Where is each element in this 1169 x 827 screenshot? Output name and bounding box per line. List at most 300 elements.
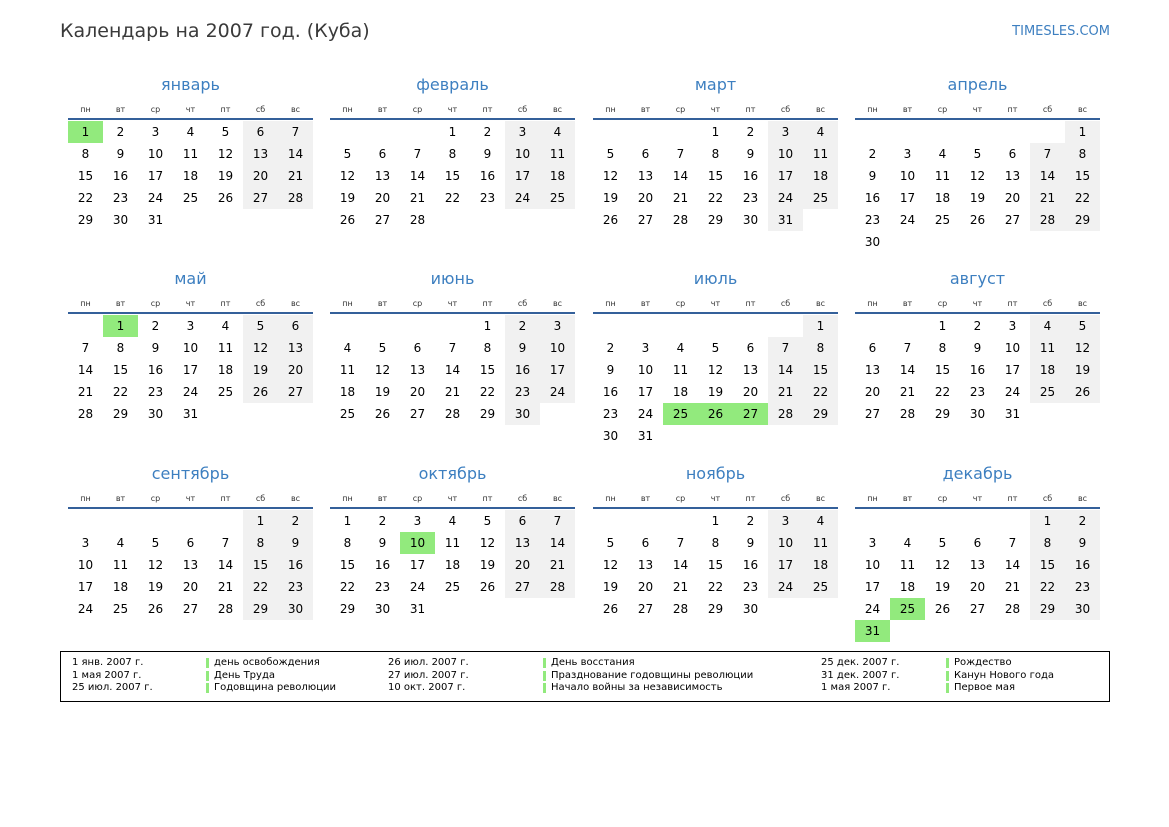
calendar-day[interactable]: 14 xyxy=(768,359,803,381)
calendar-day[interactable]: 25 xyxy=(182,191,199,205)
calendar-day[interactable]: 19 xyxy=(707,385,724,399)
calendar-day[interactable]: 30 xyxy=(602,429,619,443)
calendar-day[interactable]: 11 xyxy=(672,363,689,377)
calendar-day[interactable]: 23 xyxy=(112,191,129,205)
calendar-day[interactable]: 7 xyxy=(278,121,313,143)
calendar-day[interactable]: 7 xyxy=(81,341,90,355)
calendar-day[interactable]: 12 xyxy=(602,169,619,183)
calendar-day[interactable]: 7 xyxy=(540,510,575,532)
calendar-day[interactable]: 3 xyxy=(1008,319,1017,333)
calendar-day[interactable]: 8 xyxy=(711,536,720,550)
calendar-day[interactable]: 9 xyxy=(278,532,313,554)
calendar-day[interactable]: 20 xyxy=(1004,191,1021,205)
calendar-day[interactable]: 5 xyxy=(938,536,947,550)
calendar-day[interactable]: 19 xyxy=(374,385,391,399)
calendar-day[interactable]: 28 xyxy=(409,213,426,227)
calendar-day[interactable]: 9 xyxy=(483,147,492,161)
calendar-day[interactable]: 13 xyxy=(243,143,278,165)
calendar-day[interactable]: 9 xyxy=(1065,532,1100,554)
calendar-day[interactable]: 17 xyxy=(899,191,916,205)
calendar-day[interactable]: 18 xyxy=(899,580,916,594)
calendar-day[interactable]: 12 xyxy=(969,169,986,183)
calendar-day[interactable]: 2 xyxy=(278,510,313,532)
calendar-day[interactable]: 13 xyxy=(409,363,426,377)
calendar-day[interactable]: 15 xyxy=(1065,165,1100,187)
calendar-day[interactable]: 15 xyxy=(1030,554,1065,576)
calendar-day[interactable]: 29 xyxy=(479,407,496,421)
calendar-day[interactable]: 2 xyxy=(151,319,160,333)
calendar-day[interactable]: 16 xyxy=(864,191,881,205)
calendar-day[interactable]: 15 xyxy=(112,363,129,377)
calendar-day[interactable]: 26 xyxy=(217,191,234,205)
calendar-day[interactable]: 19 xyxy=(969,191,986,205)
calendar-day[interactable]: 25 xyxy=(112,602,129,616)
calendar-day[interactable]: 14 xyxy=(1030,165,1065,187)
calendar-day[interactable]: 11 xyxy=(1030,337,1065,359)
calendar-day[interactable]: 2 xyxy=(973,319,982,333)
calendar-day[interactable]: 17 xyxy=(77,580,94,594)
calendar-day[interactable]: 18 xyxy=(444,558,461,572)
calendar-day[interactable]: 12 xyxy=(479,536,496,550)
calendar-day[interactable]: 10 xyxy=(77,558,94,572)
calendar-day[interactable]: 28 xyxy=(899,407,916,421)
calendar-day[interactable]: 18 xyxy=(803,554,838,576)
calendar-day[interactable]: 22 xyxy=(479,385,496,399)
calendar-day[interactable]: 11 xyxy=(540,143,575,165)
calendar-day[interactable]: 2 xyxy=(378,514,387,528)
calendar-day[interactable]: 19 xyxy=(217,169,234,183)
calendar-day[interactable]: 3 xyxy=(903,147,912,161)
calendar-day[interactable]: 23 xyxy=(969,385,986,399)
calendar-day[interactable]: 7 xyxy=(413,147,422,161)
calendar-day[interactable]: 15 xyxy=(444,169,461,183)
calendar-day[interactable]: 6 xyxy=(641,147,650,161)
calendar-day[interactable]: 13 xyxy=(864,363,881,377)
calendar-day[interactable]: 12 xyxy=(602,558,619,572)
calendar-day[interactable]: 28 xyxy=(540,576,575,598)
calendar-day[interactable]: 4 xyxy=(1030,315,1065,337)
calendar-day[interactable]: 20 xyxy=(637,191,654,205)
calendar-day[interactable]: 17 xyxy=(637,385,654,399)
calendar-day[interactable]: 3 xyxy=(81,536,90,550)
calendar-day[interactable]: 1 xyxy=(1030,510,1065,532)
calendar-day[interactable]: 12 xyxy=(243,337,278,359)
calendar-day[interactable]: 30 xyxy=(742,213,759,227)
calendar-day[interactable]: 12 xyxy=(217,147,234,161)
calendar-day[interactable]: 28 xyxy=(278,187,313,209)
calendar-day[interactable]: 22 xyxy=(707,580,724,594)
calendar-day[interactable]: 7 xyxy=(1008,536,1017,550)
calendar-day[interactable]: 30 xyxy=(1065,598,1100,620)
calendar-day[interactable]: 27 xyxy=(505,576,540,598)
calendar-day[interactable]: 24 xyxy=(540,381,575,403)
calendar-day[interactable]: 8 xyxy=(116,341,125,355)
calendar-day[interactable]: 20 xyxy=(409,385,426,399)
calendar-day[interactable]: 9 xyxy=(606,363,615,377)
calendar-day[interactable]: 1 xyxy=(343,514,352,528)
calendar-day[interactable]: 25 xyxy=(803,576,838,598)
holiday-day[interactable]: 1 xyxy=(103,315,138,337)
calendar-day[interactable]: 17 xyxy=(147,169,164,183)
holiday-day[interactable]: 31 xyxy=(855,620,890,642)
calendar-day[interactable]: 21 xyxy=(672,580,689,594)
calendar-day[interactable]: 24 xyxy=(182,385,199,399)
calendar-day[interactable]: 17 xyxy=(540,359,575,381)
calendar-day[interactable]: 10 xyxy=(637,363,654,377)
calendar-day[interactable]: 5 xyxy=(221,125,230,139)
calendar-day[interactable]: 17 xyxy=(182,363,199,377)
calendar-day[interactable]: 13 xyxy=(505,532,540,554)
calendar-day[interactable]: 19 xyxy=(934,580,951,594)
calendar-day[interactable]: 25 xyxy=(444,580,461,594)
calendar-day[interactable]: 11 xyxy=(803,532,838,554)
calendar-day[interactable]: 15 xyxy=(243,554,278,576)
calendar-day[interactable]: 5 xyxy=(1065,315,1100,337)
calendar-day[interactable]: 2 xyxy=(483,125,492,139)
calendar-day[interactable]: 22 xyxy=(803,381,838,403)
calendar-day[interactable]: 14 xyxy=(899,363,916,377)
calendar-day[interactable]: 28 xyxy=(77,407,94,421)
calendar-day[interactable]: 2 xyxy=(746,125,755,139)
calendar-day[interactable]: 5 xyxy=(151,536,160,550)
calendar-day[interactable]: 13 xyxy=(637,169,654,183)
calendar-day[interactable]: 12 xyxy=(707,363,724,377)
calendar-day[interactable]: 16 xyxy=(505,359,540,381)
calendar-day[interactable]: 15 xyxy=(77,169,94,183)
calendar-day[interactable]: 21 xyxy=(217,580,234,594)
calendar-day[interactable]: 7 xyxy=(676,536,685,550)
calendar-day[interactable]: 10 xyxy=(1004,341,1021,355)
calendar-day[interactable]: 22 xyxy=(444,191,461,205)
calendar-day[interactable]: 16 xyxy=(742,169,759,183)
calendar-day[interactable]: 22 xyxy=(243,576,278,598)
calendar-day[interactable]: 14 xyxy=(672,558,689,572)
calendar-day[interactable]: 16 xyxy=(602,385,619,399)
calendar-day[interactable]: 8 xyxy=(343,536,352,550)
calendar-day[interactable]: 27 xyxy=(182,602,199,616)
calendar-day[interactable]: 4 xyxy=(803,121,838,143)
calendar-day[interactable]: 24 xyxy=(899,213,916,227)
calendar-day[interactable]: 29 xyxy=(1065,209,1100,231)
calendar-day[interactable]: 6 xyxy=(746,341,755,355)
calendar-day[interactable]: 18 xyxy=(182,169,199,183)
calendar-day[interactable]: 3 xyxy=(151,125,160,139)
calendar-day[interactable]: 18 xyxy=(803,165,838,187)
calendar-day[interactable]: 3 xyxy=(641,341,650,355)
calendar-day[interactable]: 10 xyxy=(768,532,803,554)
calendar-day[interactable]: 15 xyxy=(934,363,951,377)
calendar-day[interactable]: 3 xyxy=(768,121,803,143)
calendar-day[interactable]: 4 xyxy=(448,514,457,528)
calendar-day[interactable]: 8 xyxy=(1030,532,1065,554)
calendar-day[interactable]: 29 xyxy=(243,598,278,620)
calendar-day[interactable]: 10 xyxy=(768,143,803,165)
calendar-day[interactable]: 22 xyxy=(707,191,724,205)
calendar-day[interactable]: 4 xyxy=(221,319,230,333)
calendar-day[interactable]: 26 xyxy=(602,602,619,616)
calendar-day[interactable]: 22 xyxy=(77,191,94,205)
calendar-day[interactable]: 25 xyxy=(339,407,356,421)
calendar-day[interactable]: 28 xyxy=(1004,602,1021,616)
calendar-day[interactable]: 29 xyxy=(77,213,94,227)
calendar-day[interactable]: 4 xyxy=(540,121,575,143)
calendar-day[interactable]: 27 xyxy=(864,407,881,421)
site-link[interactable]: TIMESLES.COM xyxy=(1012,24,1110,39)
calendar-day[interactable]: 22 xyxy=(1030,576,1065,598)
calendar-day[interactable]: 30 xyxy=(742,602,759,616)
calendar-day[interactable]: 15 xyxy=(707,169,724,183)
calendar-day[interactable]: 21 xyxy=(672,191,689,205)
calendar-day[interactable]: 30 xyxy=(278,598,313,620)
calendar-day[interactable]: 14 xyxy=(77,363,94,377)
calendar-day[interactable]: 9 xyxy=(151,341,160,355)
calendar-day[interactable]: 23 xyxy=(864,213,881,227)
calendar-day[interactable]: 21 xyxy=(77,385,94,399)
calendar-day[interactable]: 3 xyxy=(413,514,422,528)
calendar-day[interactable]: 14 xyxy=(409,169,426,183)
calendar-day[interactable]: 5 xyxy=(243,315,278,337)
calendar-day[interactable]: 24 xyxy=(864,602,881,616)
calendar-day[interactable]: 16 xyxy=(374,558,391,572)
calendar-day[interactable]: 7 xyxy=(221,536,230,550)
calendar-day[interactable]: 16 xyxy=(278,554,313,576)
calendar-day[interactable]: 19 xyxy=(479,558,496,572)
calendar-day[interactable]: 14 xyxy=(1004,558,1021,572)
calendar-day[interactable]: 23 xyxy=(374,580,391,594)
calendar-day[interactable]: 30 xyxy=(864,235,881,249)
calendar-day[interactable]: 2 xyxy=(505,315,540,337)
holiday-day[interactable]: 27 xyxy=(733,403,768,425)
calendar-day[interactable]: 24 xyxy=(1004,385,1021,399)
calendar-day[interactable]: 26 xyxy=(243,381,278,403)
calendar-day[interactable]: 29 xyxy=(112,407,129,421)
calendar-day[interactable]: 16 xyxy=(112,169,129,183)
calendar-day[interactable]: 6 xyxy=(1008,147,1017,161)
calendar-day[interactable]: 10 xyxy=(505,143,540,165)
calendar-day[interactable]: 5 xyxy=(343,147,352,161)
calendar-day[interactable]: 23 xyxy=(479,191,496,205)
calendar-day[interactable]: 30 xyxy=(505,403,540,425)
calendar-day[interactable]: 6 xyxy=(641,536,650,550)
calendar-day[interactable]: 21 xyxy=(899,385,916,399)
calendar-day[interactable]: 18 xyxy=(672,385,689,399)
calendar-day[interactable]: 29 xyxy=(803,403,838,425)
calendar-day[interactable]: 24 xyxy=(147,191,164,205)
calendar-day[interactable]: 31 xyxy=(637,429,654,443)
calendar-day[interactable]: 20 xyxy=(243,165,278,187)
calendar-day[interactable]: 19 xyxy=(1065,359,1100,381)
calendar-day[interactable]: 22 xyxy=(934,385,951,399)
calendar-day[interactable]: 24 xyxy=(637,407,654,421)
calendar-day[interactable]: 3 xyxy=(768,510,803,532)
calendar-day[interactable]: 24 xyxy=(768,576,803,598)
calendar-day[interactable]: 1 xyxy=(483,319,492,333)
calendar-day[interactable]: 15 xyxy=(479,363,496,377)
calendar-day[interactable]: 31 xyxy=(1004,407,1021,421)
calendar-day[interactable]: 21 xyxy=(540,554,575,576)
calendar-day[interactable]: 30 xyxy=(374,602,391,616)
calendar-day[interactable]: 4 xyxy=(938,147,947,161)
calendar-day[interactable]: 9 xyxy=(116,147,125,161)
calendar-day[interactable]: 10 xyxy=(182,341,199,355)
calendar-day[interactable]: 1 xyxy=(711,514,720,528)
calendar-day[interactable]: 11 xyxy=(182,147,199,161)
calendar-day[interactable]: 13 xyxy=(637,558,654,572)
calendar-day[interactable]: 27 xyxy=(637,602,654,616)
calendar-day[interactable]: 2 xyxy=(606,341,615,355)
calendar-day[interactable]: 4 xyxy=(186,125,195,139)
calendar-day[interactable]: 12 xyxy=(339,169,356,183)
calendar-day[interactable]: 7 xyxy=(768,337,803,359)
calendar-day[interactable]: 23 xyxy=(147,385,164,399)
calendar-day[interactable]: 27 xyxy=(409,407,426,421)
calendar-day[interactable]: 16 xyxy=(969,363,986,377)
calendar-day[interactable]: 18 xyxy=(339,385,356,399)
calendar-day[interactable]: 28 xyxy=(217,602,234,616)
calendar-day[interactable]: 14 xyxy=(278,143,313,165)
calendar-day[interactable]: 1 xyxy=(938,319,947,333)
calendar-day[interactable]: 20 xyxy=(969,580,986,594)
calendar-day[interactable]: 2 xyxy=(868,147,877,161)
calendar-day[interactable]: 8 xyxy=(711,147,720,161)
calendar-day[interactable]: 3 xyxy=(186,319,195,333)
calendar-day[interactable]: 9 xyxy=(868,169,877,183)
calendar-day[interactable]: 17 xyxy=(864,580,881,594)
calendar-day[interactable]: 30 xyxy=(969,407,986,421)
calendar-day[interactable]: 10 xyxy=(540,337,575,359)
calendar-day[interactable]: 25 xyxy=(934,213,951,227)
calendar-day[interactable]: 5 xyxy=(606,536,615,550)
calendar-day[interactable]: 5 xyxy=(483,514,492,528)
calendar-day[interactable]: 23 xyxy=(742,580,759,594)
holiday-day[interactable]: 25 xyxy=(890,598,925,620)
calendar-day[interactable]: 6 xyxy=(973,536,982,550)
calendar-day[interactable]: 26 xyxy=(602,213,619,227)
calendar-day[interactable]: 22 xyxy=(112,385,129,399)
calendar-day[interactable]: 11 xyxy=(934,169,951,183)
calendar-day[interactable]: 7 xyxy=(1030,143,1065,165)
calendar-day[interactable]: 26 xyxy=(147,602,164,616)
calendar-day[interactable]: 20 xyxy=(182,580,199,594)
calendar-day[interactable]: 8 xyxy=(483,341,492,355)
calendar-day[interactable]: 11 xyxy=(899,558,916,572)
calendar-day[interactable]: 15 xyxy=(707,558,724,572)
calendar-day[interactable]: 26 xyxy=(339,213,356,227)
calendar-day[interactable]: 5 xyxy=(711,341,720,355)
calendar-day[interactable]: 6 xyxy=(278,315,313,337)
calendar-day[interactable]: 15 xyxy=(803,359,838,381)
calendar-day[interactable]: 7 xyxy=(676,147,685,161)
calendar-day[interactable]: 2 xyxy=(1065,510,1100,532)
calendar-day[interactable]: 19 xyxy=(602,580,619,594)
calendar-day[interactable]: 12 xyxy=(1065,337,1100,359)
calendar-day[interactable]: 26 xyxy=(374,407,391,421)
calendar-day[interactable]: 12 xyxy=(934,558,951,572)
calendar-day[interactable]: 11 xyxy=(112,558,129,572)
calendar-day[interactable]: 23 xyxy=(742,191,759,205)
calendar-day[interactable]: 9 xyxy=(378,536,387,550)
calendar-day[interactable]: 20 xyxy=(637,580,654,594)
calendar-day[interactable]: 1 xyxy=(1065,121,1100,143)
calendar-day[interactable]: 24 xyxy=(505,187,540,209)
calendar-day[interactable]: 6 xyxy=(378,147,387,161)
calendar-day[interactable]: 19 xyxy=(602,191,619,205)
calendar-day[interactable]: 23 xyxy=(278,576,313,598)
calendar-day[interactable]: 25 xyxy=(540,187,575,209)
calendar-day[interactable]: 13 xyxy=(1004,169,1021,183)
calendar-day[interactable]: 24 xyxy=(409,580,426,594)
calendar-day[interactable]: 28 xyxy=(1030,209,1065,231)
calendar-day[interactable]: 28 xyxy=(768,403,803,425)
calendar-day[interactable]: 14 xyxy=(444,363,461,377)
calendar-day[interactable]: 8 xyxy=(1065,143,1100,165)
calendar-day[interactable]: 9 xyxy=(746,536,755,550)
calendar-day[interactable]: 14 xyxy=(672,169,689,183)
calendar-day[interactable]: 13 xyxy=(374,169,391,183)
calendar-day[interactable]: 9 xyxy=(973,341,982,355)
calendar-day[interactable]: 21 xyxy=(278,165,313,187)
calendar-day[interactable]: 28 xyxy=(672,602,689,616)
calendar-day[interactable]: 23 xyxy=(1065,576,1100,598)
calendar-day[interactable]: 18 xyxy=(112,580,129,594)
calendar-day[interactable]: 13 xyxy=(182,558,199,572)
calendar-day[interactable]: 4 xyxy=(343,341,352,355)
calendar-day[interactable]: 19 xyxy=(243,359,278,381)
calendar-day[interactable]: 4 xyxy=(903,536,912,550)
calendar-day[interactable]: 27 xyxy=(278,381,313,403)
calendar-day[interactable]: 7 xyxy=(448,341,457,355)
calendar-day[interactable]: 17 xyxy=(505,165,540,187)
calendar-day[interactable]: 29 xyxy=(934,407,951,421)
calendar-day[interactable]: 26 xyxy=(1065,381,1100,403)
calendar-day[interactable]: 16 xyxy=(147,363,164,377)
calendar-day[interactable]: 9 xyxy=(505,337,540,359)
calendar-day[interactable]: 4 xyxy=(116,536,125,550)
calendar-day[interactable]: 11 xyxy=(339,363,356,377)
calendar-day[interactable]: 27 xyxy=(637,213,654,227)
calendar-day[interactable]: 14 xyxy=(217,558,234,572)
calendar-day[interactable]: 31 xyxy=(768,209,803,231)
calendar-day[interactable]: 5 xyxy=(606,147,615,161)
calendar-day[interactable]: 20 xyxy=(278,359,313,381)
calendar-day[interactable]: 19 xyxy=(339,191,356,205)
holiday-day[interactable]: 25 xyxy=(663,403,698,425)
calendar-day[interactable]: 3 xyxy=(868,536,877,550)
calendar-day[interactable]: 4 xyxy=(803,510,838,532)
calendar-day[interactable]: 18 xyxy=(934,191,951,205)
calendar-day[interactable]: 21 xyxy=(1004,580,1021,594)
calendar-day[interactable]: 16 xyxy=(479,169,496,183)
calendar-day[interactable]: 25 xyxy=(1030,381,1065,403)
calendar-day[interactable]: 17 xyxy=(768,165,803,187)
calendar-day[interactable]: 10 xyxy=(864,558,881,572)
calendar-day[interactable]: 21 xyxy=(1030,187,1065,209)
calendar-day[interactable]: 18 xyxy=(540,165,575,187)
calendar-day[interactable]: 29 xyxy=(707,602,724,616)
calendar-day[interactable]: 6 xyxy=(413,341,422,355)
calendar-day[interactable]: 3 xyxy=(505,121,540,143)
calendar-day[interactable]: 30 xyxy=(112,213,129,227)
calendar-day[interactable]: 21 xyxy=(768,381,803,403)
calendar-day[interactable]: 11 xyxy=(803,143,838,165)
calendar-day[interactable]: 1 xyxy=(448,125,457,139)
calendar-day[interactable]: 28 xyxy=(444,407,461,421)
calendar-day[interactable]: 22 xyxy=(1065,187,1100,209)
calendar-day[interactable]: 10 xyxy=(147,147,164,161)
calendar-day[interactable]: 21 xyxy=(444,385,461,399)
calendar-day[interactable]: 27 xyxy=(969,602,986,616)
calendar-day[interactable]: 6 xyxy=(186,536,195,550)
